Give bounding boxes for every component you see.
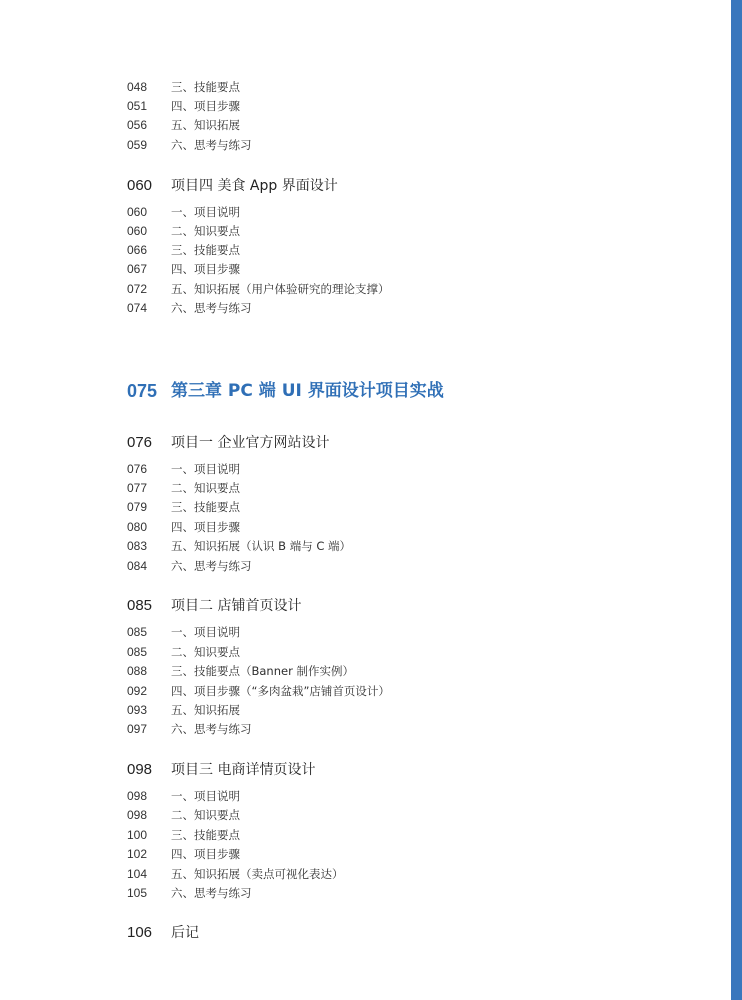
toc-title: 三、技能要点	[171, 80, 240, 94]
toc-page-number: 079	[127, 500, 148, 514]
toc-page-number: 085	[127, 597, 153, 614]
toc-page-number: 085	[127, 645, 148, 659]
toc-page-number: 056	[127, 118, 148, 132]
toc-title: 六、思考与练习	[171, 138, 252, 152]
toc-title: 四、项目步骤	[171, 520, 240, 534]
toc-title: 二、知识要点	[171, 808, 240, 822]
toc-title: 项目四 美食 App 界面设计	[171, 178, 338, 194]
toc-page-number: 083	[127, 539, 148, 553]
side-accent-bar	[731, 0, 742, 1000]
toc-title: 项目三 电商详情页设计	[171, 762, 316, 778]
toc-title: 一、项目说明	[171, 625, 240, 639]
toc-page-number: 076	[127, 434, 153, 451]
toc-page-number: 088	[127, 664, 148, 678]
toc-page-number: 092	[127, 684, 148, 698]
toc-page-number: 066	[127, 243, 148, 257]
toc-page-number: 098	[127, 808, 148, 822]
toc-title: 第三章 PC 端 UI 界面设计项目实战	[171, 381, 444, 401]
toc-page-number: 074	[127, 301, 148, 315]
toc-title: 四、项目步骤	[171, 262, 240, 276]
toc-title: 二、知识要点	[171, 645, 240, 659]
toc-page-number: 067	[127, 262, 148, 276]
toc-page-number: 105	[127, 886, 148, 900]
toc-title: 六、思考与练习	[171, 301, 252, 315]
toc-page-number: 085	[127, 625, 148, 639]
toc-page-number: 106	[127, 924, 153, 941]
toc-page-number: 051	[127, 99, 148, 113]
toc-title: 三、技能要点	[171, 500, 240, 514]
toc-title: 五、知识拓展	[171, 703, 240, 717]
toc-title: 五、知识拓展（卖点可视化表达）	[171, 867, 344, 881]
toc-page-number: 102	[127, 847, 148, 861]
toc-title: 六、思考与练习	[171, 559, 252, 573]
toc-title: 三、技能要点（Banner 制作实例）	[171, 664, 354, 678]
toc-title: 一、项目说明	[171, 789, 240, 803]
toc-page-number: 060	[127, 224, 148, 238]
toc-page-number: 080	[127, 520, 148, 534]
toc-page-number: 084	[127, 559, 148, 573]
toc-page-number: 100	[127, 828, 148, 842]
toc-page-number: 104	[127, 867, 148, 881]
toc-page-number: 076	[127, 462, 148, 476]
toc-page-number: 077	[127, 481, 148, 495]
toc-title: 四、项目步骤（“多肉盆栽”店铺首页设计）	[171, 684, 390, 698]
toc-page-number: 093	[127, 703, 148, 717]
toc-title: 五、知识拓展（用户体验研究的理论支撑）	[171, 282, 390, 296]
toc-title: 四、项目步骤	[171, 99, 240, 113]
toc-title: 一、项目说明	[171, 462, 240, 476]
toc-page-number: 060	[127, 177, 153, 194]
toc-title: 一、项目说明	[171, 205, 240, 219]
toc-title: 二、知识要点	[171, 224, 240, 238]
toc-title: 六、思考与练习	[171, 886, 252, 900]
toc-title: 项目二 店铺首页设计	[171, 598, 302, 614]
toc-title: 六、思考与练习	[171, 722, 252, 736]
toc-title: 二、知识要点	[171, 481, 240, 495]
toc-page-number: 060	[127, 205, 148, 219]
toc-page-number: 048	[127, 80, 148, 94]
toc-title: 三、技能要点	[171, 828, 240, 842]
toc-page-number: 098	[127, 761, 153, 778]
toc-title: 五、知识拓展（认识 B 端与 C 端）	[171, 539, 352, 553]
toc-title: 五、知识拓展	[171, 118, 240, 132]
toc-page-number: 072	[127, 282, 148, 296]
toc-title: 三、技能要点	[171, 243, 240, 257]
toc-title: 四、项目步骤	[171, 847, 240, 861]
toc-page-number: 098	[127, 789, 148, 803]
toc-page-number: 059	[127, 138, 148, 152]
toc-page-number: 075	[127, 381, 158, 401]
toc-title: 项目一 企业官方网站设计	[171, 435, 330, 451]
toc-title: 后记	[171, 925, 199, 941]
toc-page-number: 097	[127, 722, 148, 736]
